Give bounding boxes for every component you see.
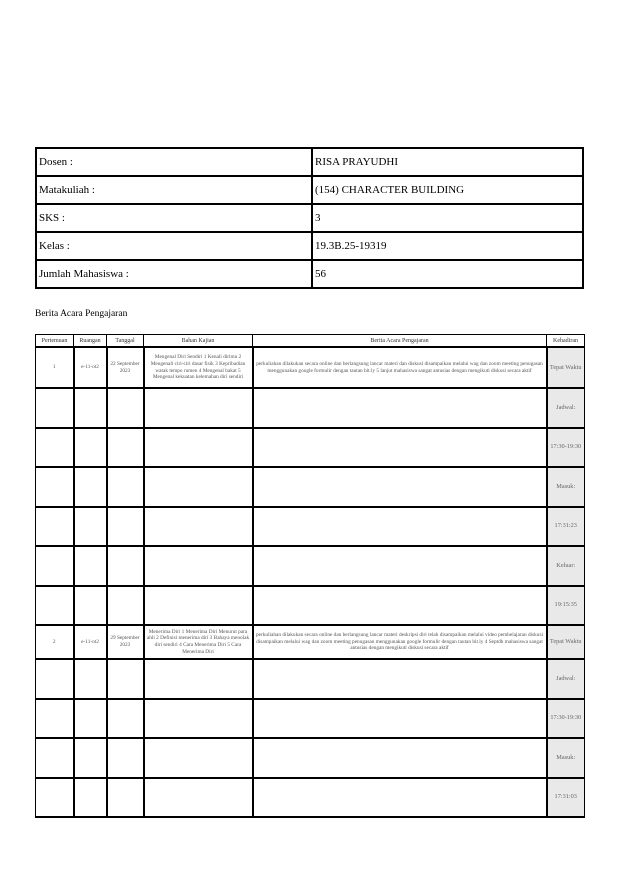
info-row-jumlah	[36, 260, 583, 288]
meeting-date: 22 September 2023	[107, 347, 144, 388]
header-bahan-kajian: Bahan Kajian	[144, 335, 253, 348]
matakuliah-value: (154) CHARACTER BUILDING	[312, 176, 583, 204]
empty-cell	[253, 388, 547, 428]
empty-cell	[36, 738, 74, 778]
empty-cell	[107, 507, 144, 547]
empty-cell	[144, 586, 253, 626]
meeting-number: 2	[36, 625, 74, 659]
matakuliah-label: Matakuliah :	[36, 176, 312, 204]
attendance-status: 17:30-19:30	[547, 428, 585, 468]
meeting-1-row-2	[36, 388, 585, 428]
jumlah-label: Jumlah Mahasiswa :	[36, 260, 312, 288]
empty-cell	[253, 778, 547, 818]
sks-label: SKS :	[36, 204, 312, 232]
meeting-report: perkuliahan dilakukan secara online dan berlangsung lancar materi deskripsi diri telah disampaikan melalui video pembelajaran diskusi disampaikan melalui wag dan zoom meeting penugasan menggunakan google formulir dengan tautan bit.ly 4 Septdh mahasiswa sangat antusias dengan mengikuti diskusi secara aktif	[253, 625, 547, 659]
empty-cell	[144, 546, 253, 586]
empty-cell	[253, 659, 547, 699]
empty-cell	[144, 699, 253, 739]
dosen-label: Dosen :	[36, 148, 312, 176]
header-pertemuan: Pertemuan	[36, 335, 74, 348]
attendance-status: 19:15:35	[547, 586, 585, 626]
attendance-status: 17:31:23	[547, 507, 585, 547]
header-berita-acara: Berita Acara Pengajaran	[253, 335, 547, 348]
meeting-1-row-6	[36, 546, 585, 586]
empty-cell	[107, 659, 144, 699]
meeting-room: e-11-ot2	[74, 625, 107, 659]
empty-cell	[253, 546, 547, 586]
empty-cell	[253, 738, 547, 778]
kelas-value: 19.3B.25-19319	[312, 232, 583, 260]
empty-cell	[144, 428, 253, 468]
jumlah-value: 56	[312, 260, 583, 288]
attendance-status: 17:30-19:30	[547, 699, 585, 739]
empty-cell	[74, 428, 107, 468]
meeting-2-row-2	[36, 659, 585, 699]
empty-cell	[144, 738, 253, 778]
empty-cell	[253, 467, 547, 507]
meeting-number: 1	[36, 347, 74, 388]
empty-cell	[36, 659, 74, 699]
header-tanggal: Tanggal	[107, 335, 144, 348]
meeting-2-row-5	[36, 778, 585, 818]
meeting-2-row-4	[36, 738, 585, 778]
teaching-log-table	[35, 334, 585, 818]
empty-cell	[74, 388, 107, 428]
attendance-status: Masuk:	[547, 738, 585, 778]
empty-cell	[107, 699, 144, 739]
meeting-report: perkuliahan dilakukan secara online dan berlangsung lancar materi dan diskusi disampaikan melalui wag dan zoom meeting penugasan menggunakan google formulir dengan tautan bit.ly 5 lanjut mahasiswa sangat antusias dengan mengikuti diskusi secara aktif	[253, 347, 547, 388]
meeting-room: e-11-ot2	[74, 347, 107, 388]
attendance-status: Tepat Waktu	[547, 347, 585, 388]
section-title: Berita Acara Pengajaran	[35, 309, 128, 319]
empty-cell	[144, 659, 253, 699]
empty-cell	[107, 546, 144, 586]
meeting-1-row-1	[36, 347, 585, 388]
empty-cell	[74, 507, 107, 547]
attendance-status: 17:31:03	[547, 778, 585, 818]
meeting-2-row-1	[36, 625, 585, 659]
empty-cell	[144, 778, 253, 818]
course-info-table	[35, 147, 584, 289]
log-body	[36, 347, 585, 817]
empty-cell	[36, 507, 74, 547]
empty-cell	[74, 586, 107, 626]
empty-cell	[74, 738, 107, 778]
meeting-1-row-3	[36, 428, 585, 468]
empty-cell	[144, 507, 253, 547]
kelas-label: Kelas :	[36, 232, 312, 260]
meeting-topic: Menerima Diri 1 Menerima Diri Menurut para ahli 2 Definisi menerima diri 3 Bahaya menolak diri sendiri 4 Cara Menerima Diri 5 Cara Menerima Diri	[144, 625, 253, 659]
meeting-1-row-4	[36, 467, 585, 507]
header-kehadiran: Kehadiran	[547, 335, 585, 348]
empty-cell	[107, 428, 144, 468]
empty-cell	[36, 699, 74, 739]
empty-cell	[36, 428, 74, 468]
empty-cell	[74, 778, 107, 818]
empty-cell	[107, 778, 144, 818]
attendance-status: Jadwal:	[547, 388, 585, 428]
meeting-topic: Mengenal Diri Sendiri 1 Kenali dirimu 2 Mengenali ciri-ciri dasar fisik 3 Kepribadian watak tempo rumen 4 Mengenal bakat 5 Mengenal kekuatan kelemahan diri sendiri	[144, 347, 253, 388]
empty-cell	[253, 507, 547, 547]
meeting-1-row-5	[36, 507, 585, 547]
empty-cell	[36, 778, 74, 818]
empty-cell	[36, 467, 74, 507]
empty-cell	[144, 467, 253, 507]
empty-cell	[107, 738, 144, 778]
attendance-status: Jadwal:	[547, 659, 585, 699]
log-header-row	[36, 335, 585, 348]
attendance-status: Keluar:	[547, 546, 585, 586]
empty-cell	[253, 428, 547, 468]
attendance-status: Masuk:	[547, 467, 585, 507]
empty-cell	[144, 388, 253, 428]
meeting-date: 29 September 2023	[107, 625, 144, 659]
dosen-value: RISA PRAYUDHI	[312, 148, 583, 176]
header-ruangan: Ruangan	[74, 335, 107, 348]
attendance-status: Tepat Waktu	[547, 625, 585, 659]
empty-cell	[74, 546, 107, 586]
empty-cell	[36, 586, 74, 626]
info-row-sks	[36, 204, 583, 232]
empty-cell	[36, 388, 74, 428]
info-row-dosen	[36, 148, 583, 176]
empty-cell	[36, 546, 74, 586]
info-row-kelas	[36, 232, 583, 260]
empty-cell	[107, 586, 144, 626]
empty-cell	[74, 467, 107, 507]
empty-cell	[74, 659, 107, 699]
empty-cell	[253, 699, 547, 739]
meeting-2-row-3	[36, 699, 585, 739]
empty-cell	[107, 467, 144, 507]
empty-cell	[107, 388, 144, 428]
info-row-matakuliah	[36, 176, 583, 204]
sks-value: 3	[312, 204, 583, 232]
empty-cell	[74, 699, 107, 739]
empty-cell	[253, 586, 547, 626]
meeting-1-row-7	[36, 586, 585, 626]
